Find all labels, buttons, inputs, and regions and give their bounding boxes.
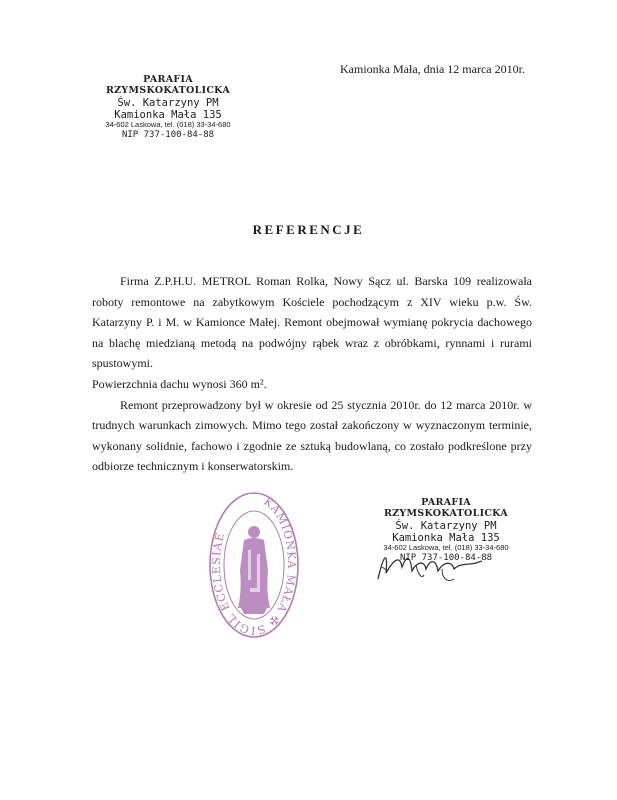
church-seal-icon (208, 490, 300, 640)
document-heading: REFERENCJE (252, 222, 365, 237)
seal-text: KAMIONKA MAŁA ✠ SIGIL ECCLESIAE (209, 494, 299, 638)
stamp-line-2: Św. Katarzyny PM (117, 96, 219, 109)
stamp-line-5: NIP 737-100-84-88 (121, 129, 215, 140)
stamp-line-1: PARAFIA RZYMSKOKATOLICKA (105, 74, 231, 96)
paragraph-1: Firma Z.P.H.U. METROL Roman Rolka, Nowy Sącz ul. Barska 109 realizowała roboty remontowe na zabytkowym Kościele pochodzącym z XIV wieku p.w. Św. Katarzyny P. i M. w Kamionce Małej. Remont obejmował wymianę pokrycia dachowego na blachę miedzianą metodą na podwójny rąbek wraz z obróbkami, rynnami i rurami spustowymi. (92, 274, 532, 371)
letter-body (92, 271, 532, 477)
stamp-line-1: PARAFIA RZYMSKOKATOLICKA (383, 497, 509, 519)
stamp-line-3: Kamionka Mała 135 (392, 531, 500, 544)
signature-icon (372, 545, 492, 587)
date-line: Kamionka Mała, dnia 12 marca 2010r. (340, 62, 525, 76)
stamp-line-3: Kamionka Mała 135 (114, 108, 222, 121)
paragraph-2: Powierzchnia dachu wynosi 360 m². (92, 376, 267, 391)
paragraph-3: Remont przeprowadzony był w okresie od 25 stycznia 2010r. do 12 marca 2010r. w trudnych warunkach zimowych. Mimo tego został zakończony w wyznaczonym terminie, wykonany solidnie, fachowo i zgodnie ze sztuką budowlaną, co zostało podkreślone przy odbiorze technicznym i konserwatorskim. (92, 397, 532, 474)
stamp-line-4: 34-602 Laskowa, tel. (018) 33-34-680 (105, 119, 231, 129)
stamp-line-2: Św. Katarzyny PM (395, 519, 497, 532)
parish-stamp-top (88, 75, 248, 140)
stamp-line-4: 34-602 Laskowa, tel. (018) 33-34-680 (383, 542, 509, 552)
stamp-line-5: NIP 737-100-84-88 (399, 552, 493, 563)
